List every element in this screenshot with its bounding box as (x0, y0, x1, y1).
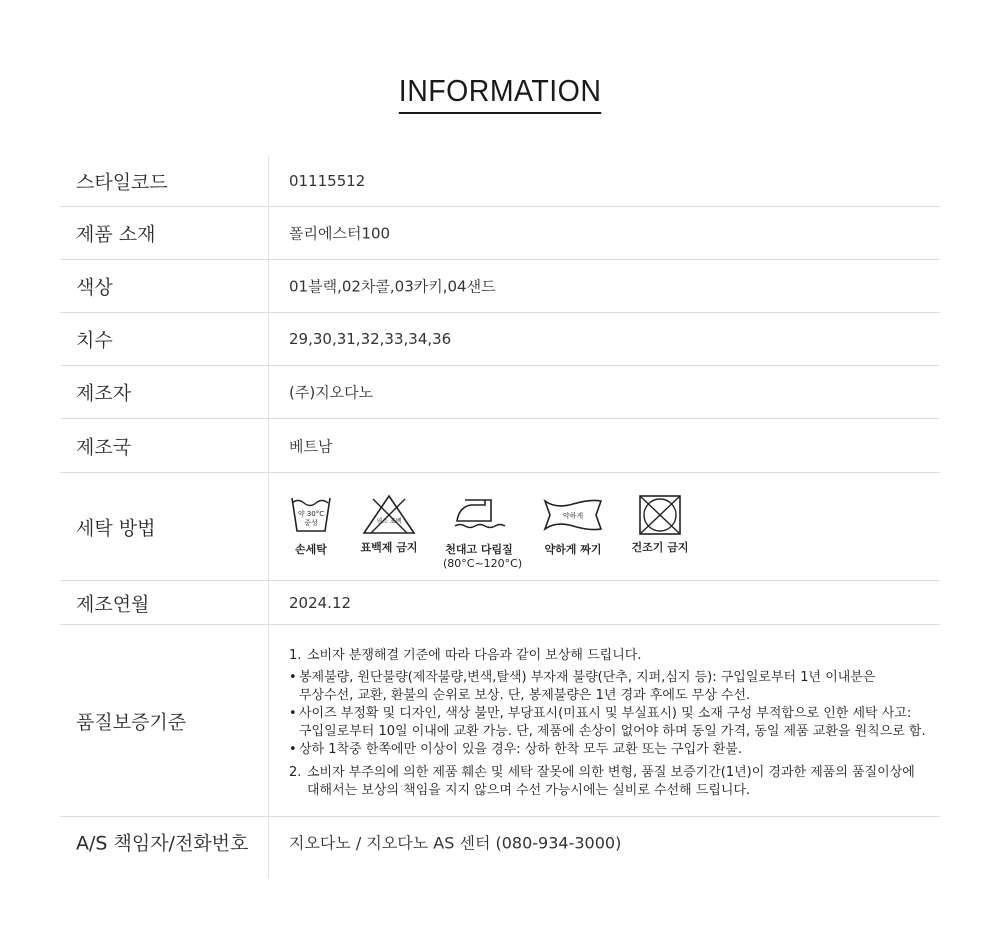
quality-item-2-line-2: 대해서는 보상의 책임을 지지 않으며 수선 가능시에는 실비로 수선해 드립니다. (307, 783, 751, 798)
gentle-wring-icon (542, 495, 604, 535)
material-value: 폴리에스터100 (289, 224, 391, 243)
row-color (60, 260, 940, 313)
wring-caption: 약하게 짜기 (544, 543, 602, 556)
no-bleach-icon (359, 493, 419, 537)
bullet-dot: • (289, 706, 297, 721)
row-material (60, 207, 940, 260)
style-code-label: 스타일코드 (76, 171, 168, 194)
color-label: 색상 (76, 276, 113, 299)
row-wash (60, 473, 940, 581)
row-maker (60, 366, 940, 419)
bullet-2-line-2: 구입일로부터 10일 이내에 교환 가능. 단, 제품에 손상이 없어야 하며 동일 가격, 동일 제품 교환을 원칙으로 함. (299, 724, 926, 739)
care-no-tumble (631, 493, 689, 555)
size-value: 29,30,31,32,33,34,36 (289, 330, 452, 348)
care-wring (541, 495, 605, 557)
care-icons (289, 473, 929, 580)
page-title: INFORMATION (399, 72, 602, 114)
iron-caption: 천대고 다림질 (445, 543, 513, 556)
country-label: 제조국 (76, 436, 132, 458)
page-title-wrap (0, 72, 1000, 114)
as-label: A/S 책임자/전화번호 (76, 832, 249, 855)
bullet-1-line-1: 봉제불량, 원단불량(제작불량,변색,탈색) 부자재 불량(단추, 지퍼,심지 등): 구입일로부터 1년 이내분은 (299, 670, 876, 685)
style-code-value: 01115512 (289, 172, 366, 190)
row-size (60, 313, 940, 366)
quality-num-2: 2. (289, 765, 302, 780)
care-no-bleach (359, 493, 419, 555)
iron-temp-range: (80°C~120°C) (443, 557, 523, 570)
care-iron (443, 495, 523, 570)
row-date (60, 581, 940, 625)
row-style-code (60, 156, 940, 207)
quality-bullet-2 (289, 705, 939, 741)
wring-inner: 약하게 (562, 512, 584, 520)
country-value: 베트남 (289, 437, 333, 455)
quality-item-2-line-1: 소비자 부주의에 의한 제품 훼손 및 세탁 잘못에 의한 변형, 품질 보증기간(1년)이 경과한 제품의 품질이상에 (307, 765, 915, 780)
as-value: 지오다노 / 지오다노 AS 센터 (080-934-3000) (289, 833, 622, 853)
bullet-2-line-1: 사이즈 부정확 및 디자인, 색상 불만, 부당표시(미표시 및 부실표시) 및 소재 구성 부적합으로 인한 세탁 사고: (299, 706, 912, 721)
no-bleach-inner: 염소 표백 (376, 518, 402, 525)
row-as (60, 817, 940, 867)
wash-label: 세탁 방법 (76, 517, 156, 539)
quality-item-2 (289, 764, 939, 800)
row-country (60, 419, 940, 473)
quality-item-1 (289, 647, 939, 665)
care-hand-wash (289, 495, 333, 557)
quality-text (289, 647, 939, 804)
row-quality (60, 625, 940, 817)
size-label: 치수 (76, 329, 113, 352)
quality-label: 품질보증기준 (76, 711, 187, 733)
bullet-3-line-1: 상하 1착중 한쪽에만 이상이 있을 경우: 상하 한착 모두 교환 또는 구입가 환불. (299, 742, 743, 757)
no-tumble-caption: 건조기 금지 (631, 541, 689, 554)
date-label: 제조연월 (76, 593, 150, 615)
hand-wash-temp: 약 30°C (297, 510, 325, 518)
color-value: 01블랙,02차콜,03카키,04샌드 (289, 277, 496, 296)
maker-value: (주)지오다노 (289, 383, 374, 402)
quality-num-1: 1. (289, 648, 302, 663)
hand-wash-detergent: 중성 (304, 519, 318, 527)
iron-icon (449, 495, 509, 535)
hand-wash-icon (289, 495, 333, 535)
quality-bullet-1 (289, 669, 939, 705)
hand-wash-caption: 손세탁 (295, 543, 327, 556)
bullet-dot: • (289, 670, 297, 685)
quality-item-1-text: 소비자 분쟁해결 기준에 따라 다음과 같이 보상해 드립니다. (307, 648, 642, 663)
maker-label: 제조자 (76, 382, 132, 405)
bullet-dot: • (289, 742, 297, 757)
bullet-1-line-2: 무상수선, 교환, 환불의 순위로 보상. 단, 봉제불량은 1년 경과 후에도 무상 수선. (299, 688, 751, 703)
no-bleach-caption: 표백제 금지 (360, 541, 418, 554)
no-tumble-dry-icon (637, 493, 683, 537)
material-label: 제품 소재 (76, 223, 156, 246)
date-value: 2024.12 (289, 593, 352, 612)
quality-bullet-3 (289, 741, 939, 759)
